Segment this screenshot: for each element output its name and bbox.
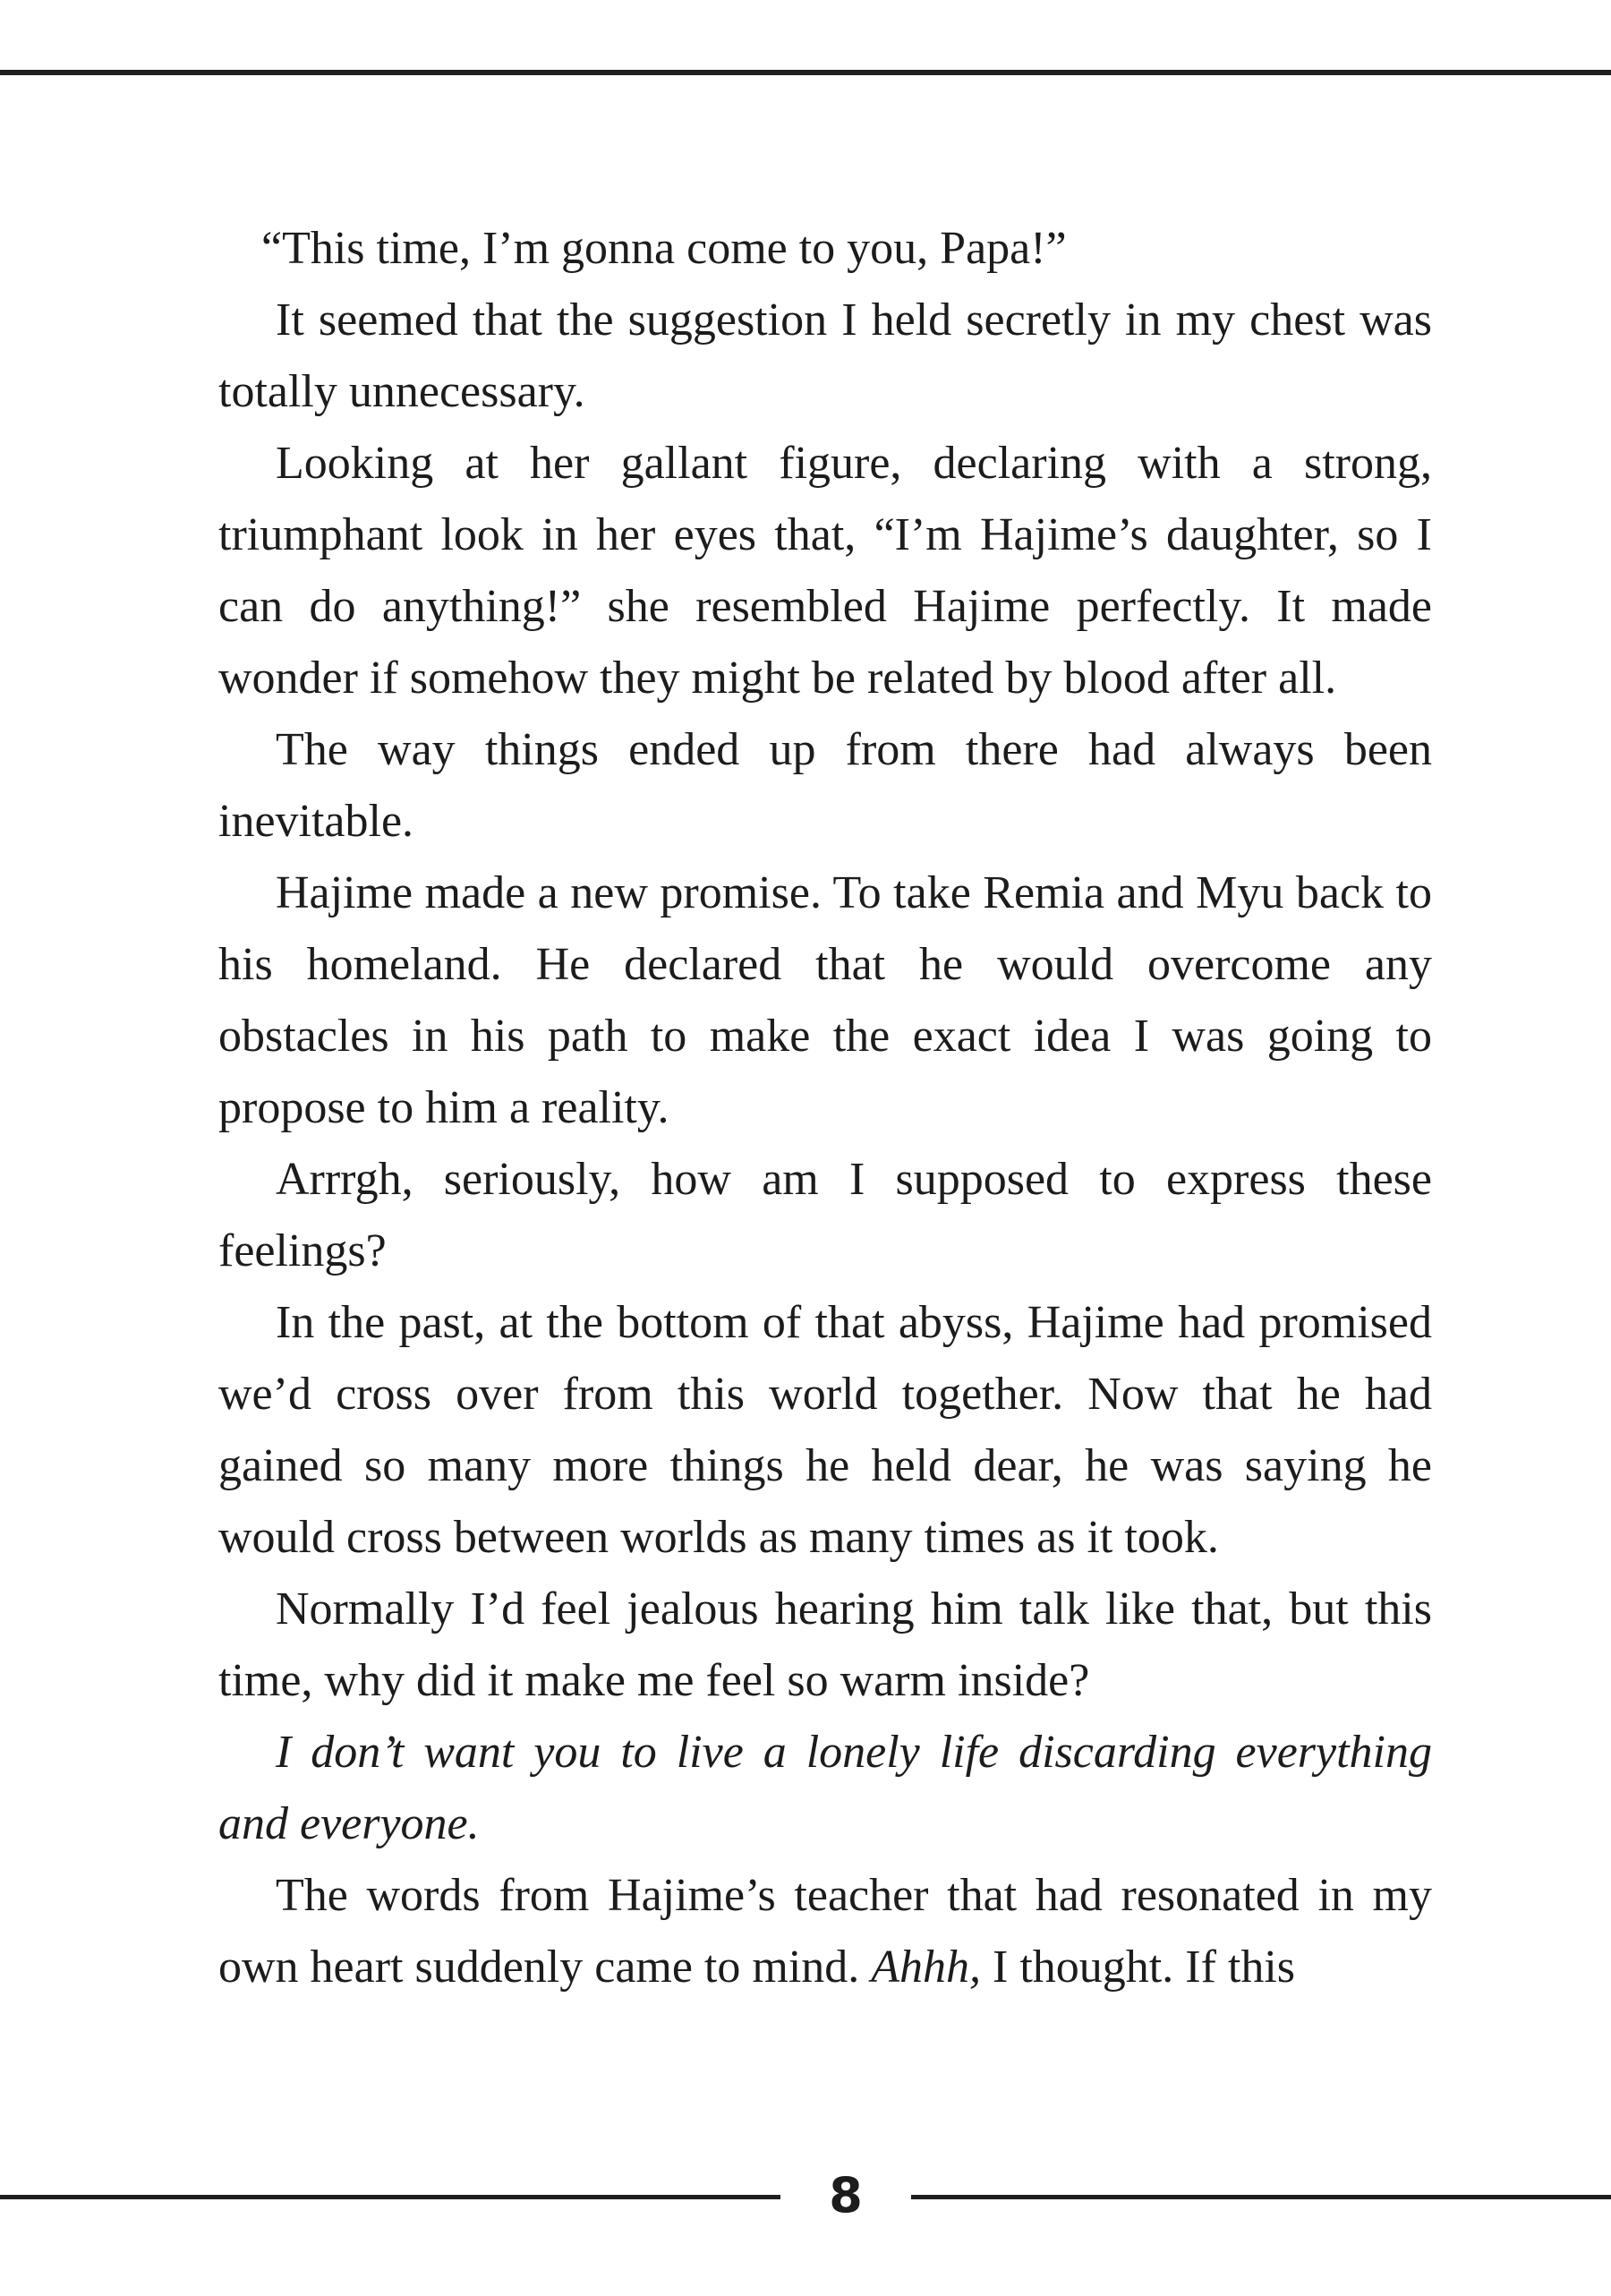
- page-footer: [0, 2164, 1611, 2227]
- top-rule: [0, 70, 1611, 75]
- paragraph-3: Looking at her gallant figure, declaring with a strong, triumphant look in her eyes that, “I’m Hajime’s daughter, so I can do anything!” she resembled Hajime perfectly. It made wonder if somehow they might be related by blood after all.: [218, 438, 1432, 704]
- footer-rule-left: [0, 2195, 780, 2199]
- footer-rule-right: [911, 2195, 1611, 2199]
- paragraph-10-part2: I thought. If this: [993, 1942, 1296, 1993]
- paragraph-7: In the past, at the bottom of that abyss, Hajime had promised we’d cross over from this world together. Now that he had gained so many more things he held dear, he was saying he would cross between worlds as many times as it took.: [218, 1297, 1432, 1563]
- paragraph-5: Hajime made a new promise. To take Remia and Myu back to his homeland. He declared that he would overcome any obstacles in his path to make the exact idea I was going to propose to him a reality.: [218, 867, 1432, 1133]
- paragraph-10: [218, 1860, 1432, 2003]
- paragraph-10-part1: The words from Hajime’s teacher that had resonated in my own heart suddenly came to mind.: [218, 1870, 1432, 1993]
- paragraph-6: Arrrgh, seriously, how am I supposed to express these feelings?: [218, 1154, 1432, 1276]
- paragraph-2: It seemed that the suggestion I held secretly in my chest was totally unnecessary.: [218, 294, 1432, 417]
- paragraph-8: Normally I’d feel jealous hearing him talk like that, but this time, why did it make me feel so warm inside?: [218, 1583, 1432, 1706]
- paragraph-10-emphasis: Ahhh,: [871, 1942, 982, 1993]
- paragraph-1: “This time, I’m gonna come to you, Papa!”: [261, 223, 1067, 274]
- page-number: 8: [829, 2167, 863, 2223]
- body-text: [218, 213, 1432, 2003]
- paragraph-4: The way things ended up from there had always been inevitable.: [218, 724, 1432, 847]
- paragraph-9-italic-thought: I don’t want you to live a lonely life discarding everything and everyone.: [218, 1727, 1432, 1849]
